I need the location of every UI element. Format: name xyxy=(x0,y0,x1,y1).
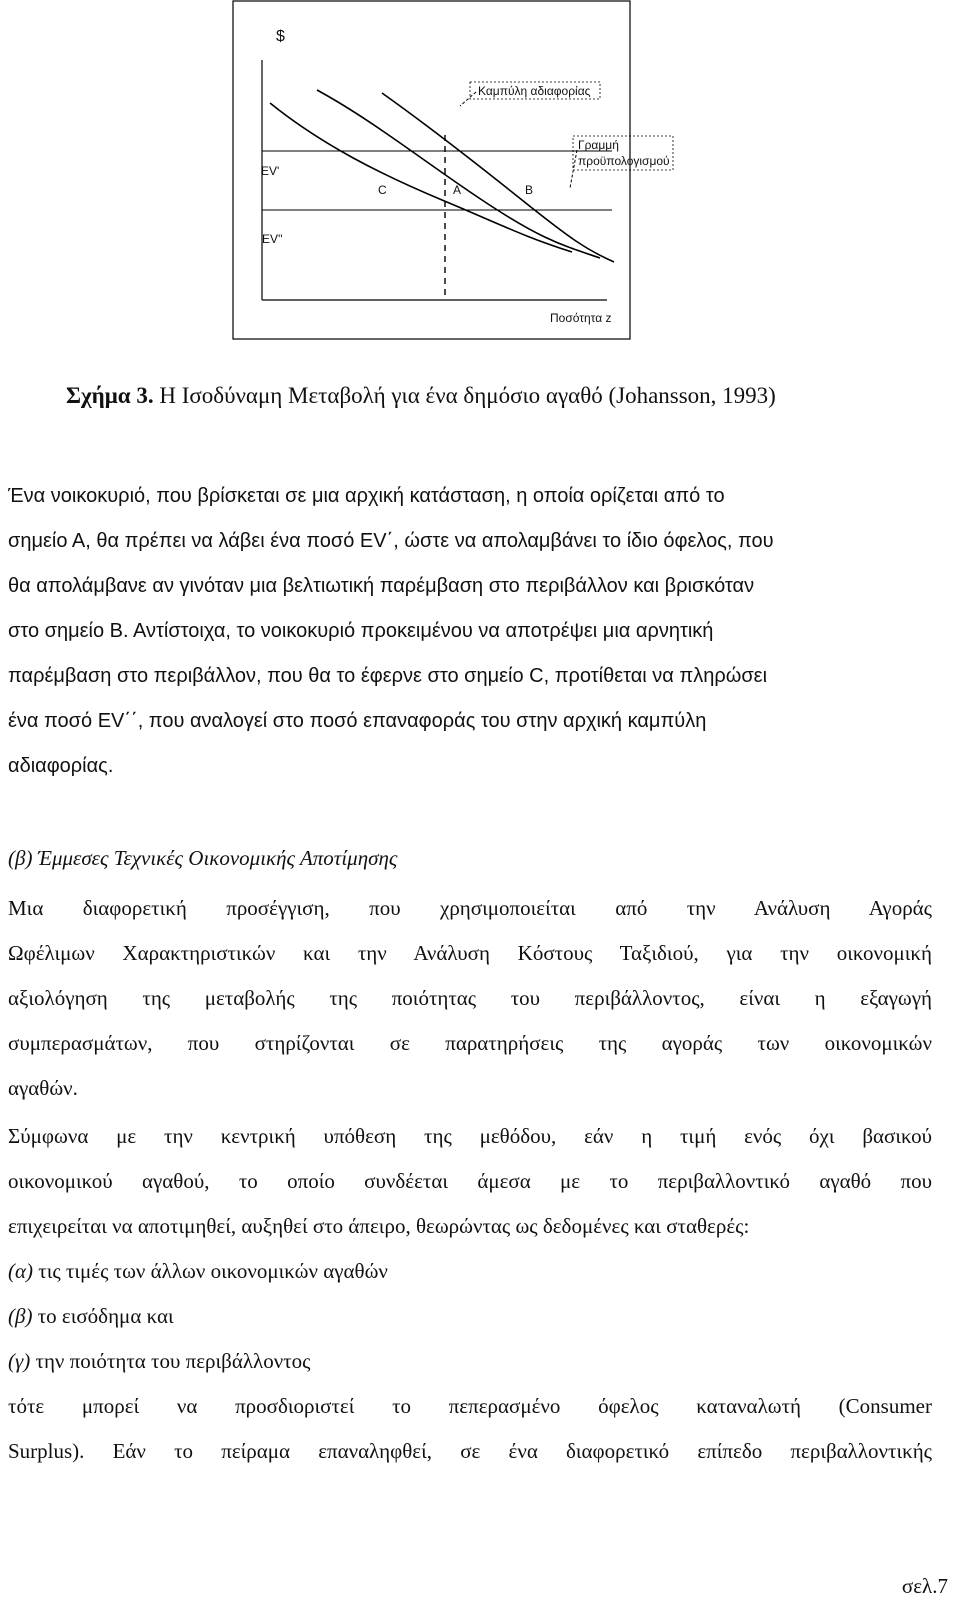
paragraph-line: συμπερασμάτων, που στηρίζονται σε παρατηρήσεις της αγοράς των οικονομικών xyxy=(8,1031,932,1055)
x-axis-label: Ποσότητα z xyxy=(550,311,612,325)
paragraph-line: οικονομικού αγαθού, το οποίο συνδέεται άμεσα με το περιβαλλοντικό αγαθό που xyxy=(8,1169,932,1193)
paragraph-line: τότε μπορεί να προσδιοριστεί το πεπερασμένο όφελος καταναλωτή (Consumer xyxy=(8,1394,932,1418)
paragraph-consumer-surplus xyxy=(8,1384,932,1474)
paragraph-line: παρέμβαση στο περιβάλλον, που θα το έφερνε στο σημείο C, προτίθεται να πληρώσει xyxy=(8,665,768,687)
paragraph-line: αξιολόγηση της μεταβολής της ποιότητας του περιβάλλοντος, είναι η εξαγωγή xyxy=(8,986,932,1010)
list-item-text: την ποιότητα του περιβάλλοντος xyxy=(30,1349,311,1373)
point-c-label: C xyxy=(378,183,387,197)
budget-line-label-2: προϋπολογισμού xyxy=(578,154,670,168)
paragraph-line: αδιαφορίας. xyxy=(8,755,114,777)
paragraph-line: θα απολάμβανε αν γινόταν μια βελτιωτική παρέμβαση στο περιβάλλον και βρισκόταν xyxy=(8,575,755,597)
caption-prefix: Σχήμα 3. xyxy=(66,383,154,408)
list-item-text: τις τιμές των άλλων οικονομικών αγαθών xyxy=(33,1259,388,1283)
paragraph-line: Σύμφωνα με την κεντρική υπόθεση της μεθόδου, εάν η τιμή ενός όχι βασικού xyxy=(8,1124,932,1148)
paragraph-line: Μια διαφορετική προσέγγιση, που χρησιμοποιείται από την Ανάλυση Αγοράς xyxy=(8,896,932,920)
paragraph-line: Ωφέλιμων Χαρακτηριστικών και την Ανάλυση Κόστους Ταξιδιού, για την οικονομική xyxy=(8,941,932,965)
ev-double-prime-label: EV'' xyxy=(262,232,283,246)
figure-frame xyxy=(233,1,630,339)
page-number: σελ.7 xyxy=(901,1574,948,1598)
paragraph-line: στο σημείο Β. Αντίστοιχα, το νοικοκυριό προκειμένου να αποτρέψει μια αρνητική xyxy=(8,620,714,642)
point-b-label: B xyxy=(525,183,534,197)
equivalent-variation-figure xyxy=(232,0,670,342)
paragraph-indirect-methods xyxy=(8,886,932,1111)
paragraph-line: ένα ποσό EV΄΄, που αναλογεί στο ποσό επαναφοράς του στην αρχική καμπύλη xyxy=(8,710,707,732)
paragraph-line: Surplus). Εάν το πείραμα επαναληφθεί, σε ένα διαφορετικό επίπεδο περιβαλλοντικής xyxy=(8,1439,932,1463)
paragraph-line: επιχειρείται να αποτιμηθεί, αυξηθεί στο άπειρο, θεωρώντας ως δεδομένες και σταθερές: xyxy=(8,1214,750,1238)
conditions-list xyxy=(8,1249,932,1384)
list-marker: (γ) xyxy=(8,1349,31,1373)
figure-caption xyxy=(66,383,776,409)
list-item xyxy=(8,1339,932,1384)
paragraph-hypothesis xyxy=(8,1114,932,1249)
list-item xyxy=(8,1294,932,1339)
list-item xyxy=(8,1249,932,1294)
paragraph-line: αγαθών. xyxy=(8,1076,78,1100)
y-axis-label: $ xyxy=(276,28,285,45)
paragraph-line: σημείο Α, θα πρέπει να λάβει ένα ποσό EV΄, ώστε να απολαμβάνει το ίδιο όφελος, που xyxy=(8,530,774,552)
paragraph-equivalent-variation xyxy=(8,474,932,789)
list-item-text: το εισόδημα και xyxy=(32,1304,174,1328)
paragraph-line: Ένα νοικοκυριό, που βρίσκεται σε μια αρχική κατάσταση, η οποία ορίζεται από το xyxy=(8,485,725,507)
list-marker: (α) xyxy=(8,1259,34,1283)
ev-prime-label: EV' xyxy=(261,164,280,178)
indifference-curve-label: Καμπύλη αδιαφορίας xyxy=(478,84,591,98)
section-heading: (β) Έμμεσες Τεχνικές Οικονομικής Αποτίμησης xyxy=(8,846,398,870)
caption-text: Η Ισοδύναμη Μεταβολή για ένα δημόσιο αγαθό (Johansson, 1993) xyxy=(153,383,776,408)
list-marker: (β) xyxy=(8,1304,33,1328)
point-a-label: A xyxy=(453,183,462,197)
budget-line-label-1: Γραμμή xyxy=(578,138,619,152)
figure-svg xyxy=(232,0,670,342)
